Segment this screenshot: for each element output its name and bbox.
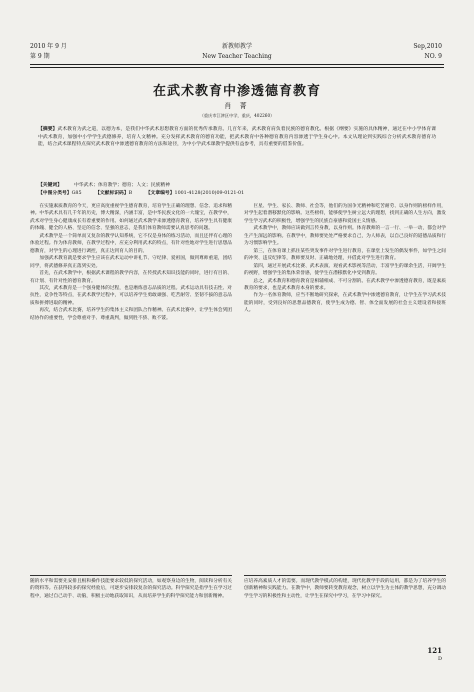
article-affiliation: （重庆市江津区中学，重庆，402260） bbox=[199, 113, 275, 118]
paragraph: 武术教学是一个简单而又复杂的教学认知系统，它不仅是身体的练习活动，而且还伴有心理的体验过程。作为体育教师，在教学过程中，应充分利用武术的特点，有针对性地对学生进行思想品德教育，对学生的心理进行调控，真正达到育人的目的。 bbox=[30, 233, 232, 254]
next-article-column-left bbox=[30, 578, 232, 600]
page-number-sub: D bbox=[437, 656, 442, 662]
journal-name-cn: 新教师教学 bbox=[221, 43, 252, 50]
abstract bbox=[38, 126, 436, 149]
doc-label: 【文献标识码】 bbox=[95, 190, 129, 196]
clc-group bbox=[38, 191, 82, 196]
body-column-right bbox=[244, 203, 446, 315]
paragraph: 作为一名体育教师，应当不断地研究探索，在武术教学中渗透德育教育，让学生在学习武术技能的同时，受到良好的思想品德教育，使学生成为德、智、体全面发展的社会主义建设者和接班人。 bbox=[244, 293, 446, 314]
doc-group bbox=[95, 191, 132, 196]
clc-value: G85 bbox=[71, 191, 82, 196]
keywords-row bbox=[38, 182, 436, 190]
header-date-en: Sep,2010 bbox=[413, 43, 442, 50]
paragraph: 武术教学中，教师应该做到言传身教，以身作则。体育教师的一言一行、一举一动，都会对学生产生深远的影响。在教学中，教师要处处严格要求自己，为人师表，以自己良好的道德品质和行为习惯影响学生。 bbox=[244, 226, 446, 247]
clc-label: 【中图分类号】 bbox=[38, 190, 72, 196]
article-no-group bbox=[146, 191, 244, 196]
page-number-value: 121 bbox=[427, 646, 442, 655]
article-author: 肖 菁 bbox=[224, 102, 250, 110]
paragraph: 在实施素质教育的今天，更应高度重视学生德育教育，培育学生正确的理想、信念、追求和精神。中华武术具有几千年的历史，博大精深，内涵丰富，是中华民族文化的一大瑰宝，在教学中，武术对学生身心健康成长有着重要的作用。如何通过武术教学来渗透德育教育，培养学生具有健康的体魄、健全的人格、坚定的信念、坚强的意志，是我们体育教师需要认真思考的问题。 bbox=[30, 204, 232, 232]
abstract-text: 武术教育为武之道，以德为本，是我们中华武术思想教育方面的优秀传承教育。几百年来，武术教育肩负着民族的德育教化。根据《纲要》实施的具体精神，通过在中小学体育课中武术教育，加强中小学学生武德修养，培育人文精神。充分发挥武术教育的德育功能，把武术教育中各种德育教育内容渗透于学生身心中。本文从理论到实践综合分析武术教育德育功能，结合武术课程特点探究武术教育中渗透德育教育的方法和途径，为中小学武术课教学提供有益参考，具有重要的借鉴价值。 bbox=[38, 127, 436, 148]
header-date: 2010 年 9 月 bbox=[30, 43, 67, 50]
paragraph: 第四，通过开展武术比赛、武术表演、观看武术影视等活动，丰富学生的课余生活，开阔学生的视野，增强学生的集体荣誉感，使学生在潜移默化中受到教育。 bbox=[244, 263, 446, 277]
header-right bbox=[413, 42, 442, 62]
paragraph: 其次，武术教育是一个强身健体的过程，也是磨炼意志品质的过程。武术运动具有技击性、对抗性、竞争性等特点，在武术教学过程中，可以培养学生勇敢顽强、吃苦耐劳、坚韧不拔的意志品质和拼搏进取的精神。 bbox=[30, 285, 232, 306]
header-issue: 第 9 期 bbox=[30, 53, 50, 60]
abstract-label: 【摘要】 bbox=[38, 126, 58, 132]
header-rule-thin bbox=[30, 67, 444, 68]
paragraph: 第三，在体育课上抓住某些突发事件对学生进行教育，在课堂上发生的偶发事件，如学生之间的冲突、违反纪律等，教师要及时、正确地处理，并借此对学生进行教育。 bbox=[244, 248, 446, 262]
paragraph: 总之，武术教育和德育教育是相辅相成、不可分割的。在武术教学中渗透德育教育，既是素质教育的要求，也是武术教育本身的要求。 bbox=[244, 278, 446, 291]
header-rule-thick bbox=[30, 64, 444, 65]
article-title: 在武术教育中渗透德育教育 bbox=[152, 84, 321, 99]
header-center bbox=[0, 42, 474, 62]
next-article-column-right bbox=[244, 578, 446, 600]
doc-value: B bbox=[128, 191, 133, 196]
page-number bbox=[427, 646, 442, 664]
article-no-value: 1001-4128(2010)09-0121-01 bbox=[174, 191, 245, 196]
body-column-left bbox=[30, 203, 232, 322]
keywords-text: 中华武术；体育教学；德育；人文；民族精神 bbox=[74, 183, 170, 188]
header-issue-en: NO. 9 bbox=[424, 53, 442, 60]
classification-row bbox=[38, 190, 436, 198]
section-divider-right bbox=[244, 575, 446, 576]
paragraph: 应培养高素质人才的需要。而现代教学模式的构建，现代化教学手段的运用，都是为了培养学生的创新精神和实践能力。在教学中，教师要转变教育观念，树立以学生为主体的教学思想，充分调动学生学习的积极性和主动性，让学生在探究中学习，在学习中探究。 bbox=[244, 579, 446, 599]
paragraph: 巨星、学生、家长、教师、社会等，他们的为国争光精神和吃苦耐劳、以身作则的榜样作用，对学生起着潜移默化的影响。这些榜样，能够使学生树立远大的理想，找到正确的人生方向，激发学生学习武术的积极性，增强学生的民族自豪感和爱国主义情感。 bbox=[244, 204, 446, 224]
paragraph: 再次，结合武术比赛，培养学生的集体主义和团队合作精神。在武术比赛中，让学生体会到团结协作的重要性，学会尊重对手、尊重裁判，做到胜不骄、败不馁。 bbox=[30, 308, 232, 321]
journal-name-en: New Teacher Teaching bbox=[202, 53, 272, 60]
article-no-label: 【文章编号】 bbox=[145, 190, 175, 196]
section-divider-left bbox=[30, 575, 232, 576]
keywords-label: 【关键词】 bbox=[38, 182, 62, 188]
paragraph: 首先，在武术教学中，根据武术课程的教学内容，在传授武术知识技能的同时，进行有目的、有计划、有针对性的德育教育。 bbox=[30, 271, 232, 284]
paragraph: 随的水平和需要先安排且根和操作技能要求较低的探究活动，如观察身边的生物，阅读和分析有关的资料等。在获得较多的探究经验后，可逐步安排较复杂的探究活动。科学探究是指学生在学习过程中，通过自己动手、动脑，积极主动地获取知识，从而培养学生的科学探究能力和创新精神。 bbox=[30, 579, 232, 599]
paragraph: 加强武术教育就是要求学生应该在武术运动中讲礼节、守纪律、爱祖国，做到尊师重道，团结同学，将武德修养真正落到实处。 bbox=[30, 256, 232, 269]
